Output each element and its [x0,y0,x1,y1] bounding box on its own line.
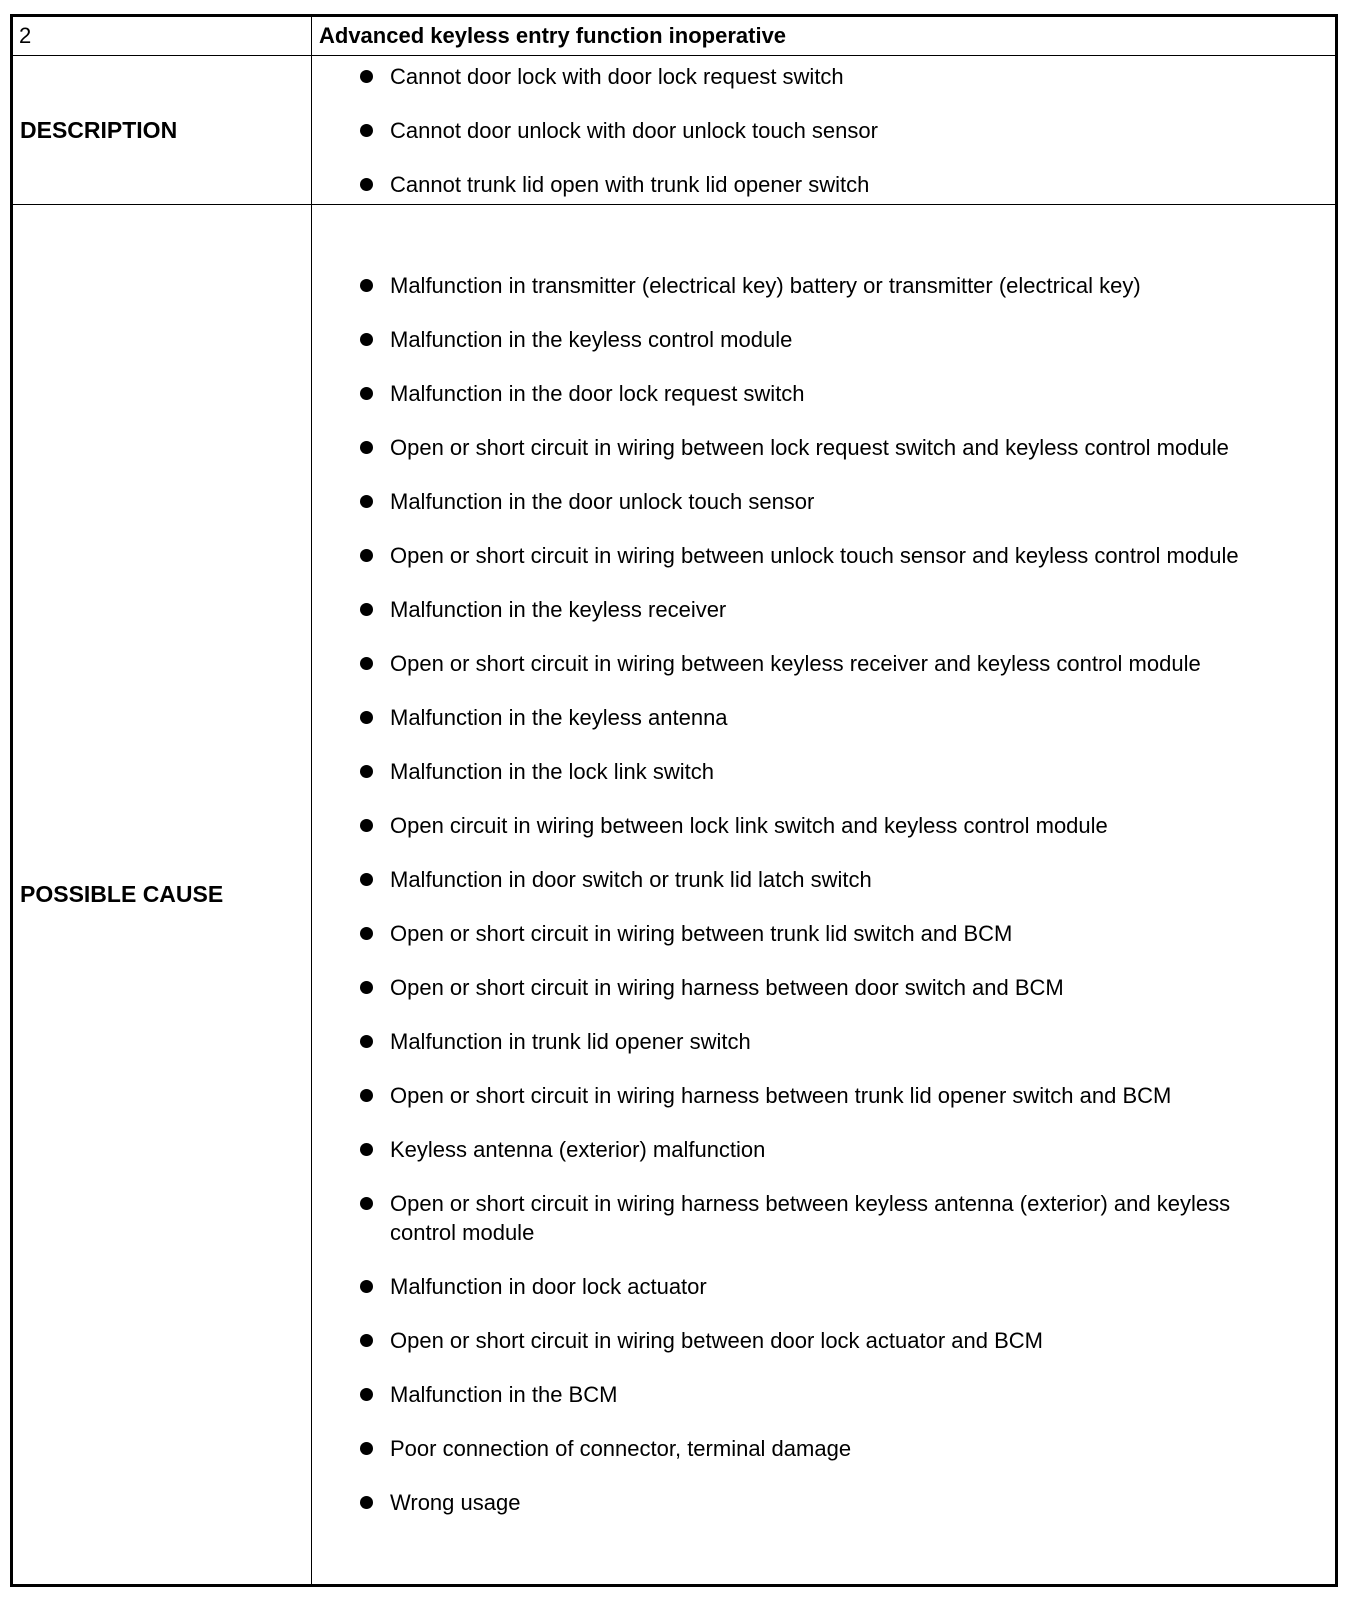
possible-cause-label: POSSIBLE CAUSE [12,205,312,1586]
list-item-text: Open or short circuit in wiring between trunk lid switch and BCM [390,920,1013,946]
list-item-text: Malfunction in the keyless control module [390,326,793,352]
possible-cause-cell [312,205,1337,1586]
bullet-icon [360,1442,373,1455]
list-item [360,271,1295,300]
troubleshooting-table [10,14,1338,1587]
header-row [12,16,1337,56]
bullet-icon [360,279,373,292]
list-item-text: Malfunction in transmitter (electrical key) battery or transmitter (electrical key) [390,272,1141,298]
bullet-icon [360,1280,373,1293]
list-item [360,595,1295,624]
bullet-icon [360,1035,373,1048]
list-item-text: Poor connection of connector, terminal damage [390,1435,852,1461]
bullet-icon [360,1496,373,1509]
list-item [360,1380,1295,1409]
bullet-icon [360,819,373,832]
symptom-number: 2 [12,16,312,56]
list-item [360,1189,1295,1247]
symptom-title: Advanced keyless entry function inoperative [312,16,1337,56]
list-item-text: Open or short circuit in wiring harness between door switch and BCM [390,974,1064,1000]
bullet-icon [360,441,373,454]
list-item [360,1081,1295,1110]
bullet-icon [360,549,373,562]
bullet-icon [360,657,373,670]
description-row [12,56,1337,205]
description-list [312,60,1335,201]
list-item [360,865,1295,894]
bullet-icon [360,927,373,940]
list-item [360,811,1295,840]
list-item-text: Wrong usage [390,1489,521,1515]
list-item-text: Open or short circuit in wiring between door lock actuator and BCM [390,1327,1043,1353]
list-item-text: Open or short circuit in wiring between keyless receiver and keyless control module [390,650,1201,676]
bullet-icon [360,387,373,400]
bullet-icon [360,1197,373,1210]
list-item-text: Malfunction in the keyless receiver [390,596,727,622]
list-item [360,1326,1295,1355]
list-item-text: Cannot trunk lid open with trunk lid opener switch [390,171,870,197]
list-item [360,1135,1295,1164]
list-item [360,1272,1295,1301]
list-item-text: Malfunction in the door unlock touch sensor [390,488,815,514]
bullet-icon [360,124,373,137]
list-item [360,325,1295,354]
possible-cause-list [312,267,1335,1523]
list-item [360,1488,1295,1517]
list-item-text: Open or short circuit in wiring harness between trunk lid opener switch and BCM [390,1082,1172,1108]
list-item-text: Malfunction in door lock actuator [390,1273,707,1299]
bullet-icon [360,333,373,346]
bullet-icon [360,1143,373,1156]
bullet-icon [360,603,373,616]
list-item [360,379,1295,408]
bullet-icon [360,178,373,191]
bullet-icon [360,495,373,508]
bullet-icon [360,873,373,886]
list-item-text: Cannot door lock with door lock request switch [390,63,844,89]
list-item [360,541,1295,570]
list-item [360,487,1295,516]
list-item-text: Malfunction in trunk lid opener switch [390,1028,751,1054]
list-item [360,170,1295,199]
bullet-icon [360,711,373,724]
list-item-text: Malfunction in door switch or trunk lid latch switch [390,866,872,892]
list-item [360,116,1295,145]
list-item [360,973,1295,1002]
list-item [360,703,1295,732]
list-item-text: Malfunction in the lock link switch [390,758,715,784]
list-item-text: Open circuit in wiring between lock link switch and keyless control module [390,812,1108,838]
list-item [360,649,1295,678]
bullet-icon [360,765,373,778]
list-item [360,433,1295,462]
list-item-text: Keyless antenna (exterior) malfunction [390,1136,766,1162]
list-item-text: Malfunction in the door lock request switch [390,380,805,406]
possible-cause-row [12,205,1337,1586]
list-item [360,62,1295,91]
list-item-text: Malfunction in the BCM [390,1381,618,1407]
list-item-text: Open or short circuit in wiring harness between keyless antenna (exterior) and keyless control module [390,1190,1231,1245]
list-item-text: Cannot door unlock with door unlock touch sensor [390,117,878,143]
description-label: DESCRIPTION [12,56,312,205]
list-item-text: Open or short circuit in wiring between lock request switch and keyless control module [390,434,1229,460]
list-item [360,1434,1295,1463]
list-item-text: Open or short circuit in wiring between unlock touch sensor and keyless control module [390,542,1239,568]
description-cell [312,56,1337,205]
bullet-icon [360,1334,373,1347]
list-item [360,1027,1295,1056]
list-item [360,919,1295,948]
bullet-icon [360,981,373,994]
list-item [360,757,1295,786]
bullet-icon [360,70,373,83]
list-item-text: Malfunction in the keyless antenna [390,704,728,730]
bullet-icon [360,1388,373,1401]
bullet-icon [360,1089,373,1102]
